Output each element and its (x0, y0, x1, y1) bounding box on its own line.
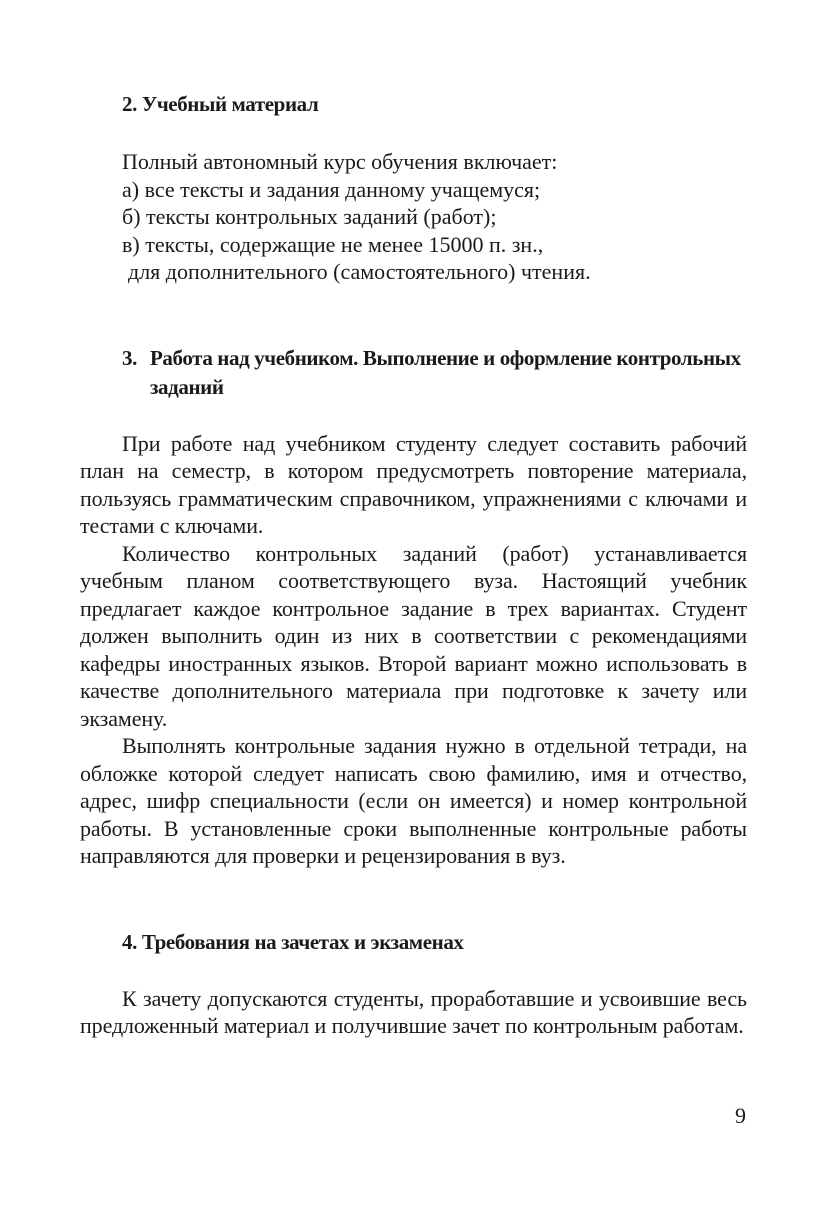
section-4-number: 4. (122, 929, 137, 954)
section-2-heading (80, 90, 747, 119)
page-content (80, 90, 747, 1040)
page-number: 9 (735, 1103, 746, 1128)
section-2-list (80, 148, 747, 286)
section-4-paragraph-1: К зачету допускаются студенты, проработавшие и усвоившие весь предложенный материал и получившие зачет по контрольным работам. (80, 985, 747, 1038)
section-3-paragraph-3: Выполнять контрольные задания нужно в отдельной тетради, на обложке которой следует написать свою фамилию, имя и отчество, адрес, шифр специальности (если он имеется) и номер контрольной работы. В установленные сроки выполненные контрольные работы направляются для проверки и рецензирования в вуз. (80, 733, 747, 868)
section-2-item-c: в) тексты, содержащие не менее 15000 п. зн., (122, 231, 544, 257)
section-2-title: Учебный материал (141, 92, 319, 116)
section-2-item-c-continuation: для дополнительного (самостоятельного) чтения. (128, 259, 591, 284)
section-3-paragraph-2: Количество контрольных заданий (работ) устанавливается учебным планом соответствующего вуза. Настоящий учебник предлагает каждое контрольное задание в трех вариантах. Студент должен выполнить один из них в соответствии с рекомендациями кафедры иностранных языков. Второй вариант можно использовать в качестве дополнительного материала при подготовке к зачету или экзамену. (80, 540, 747, 731)
section-3-paragraph-1: При работе над учебником студенту следует составить рабочий план на семестр, в котором предусмотреть повторение материала, пользуясь грамматическим справочником, упражнениями с ключами и тестами с ключами. (80, 430, 747, 538)
section-3-number: 3. (122, 345, 137, 370)
section-3-body (80, 430, 747, 870)
section-3-title: Работа над учебником. Выполнение и оформление контрольных заданий (150, 345, 741, 399)
section-4-body (80, 985, 747, 1040)
section-4-title: Требования на зачетах и экзаменах (141, 929, 464, 954)
section-2-intro: Полный автономный курс обучения включает: (122, 149, 558, 174)
section-2-item-a: а) все тексты и задания данному учащемуся; (122, 176, 541, 202)
section-2-number: 2. (122, 92, 137, 116)
section-4-heading (80, 928, 747, 957)
section-2-item-b: б) тексты контрольных заданий (работ); (122, 204, 497, 229)
section-3-heading (80, 344, 747, 402)
